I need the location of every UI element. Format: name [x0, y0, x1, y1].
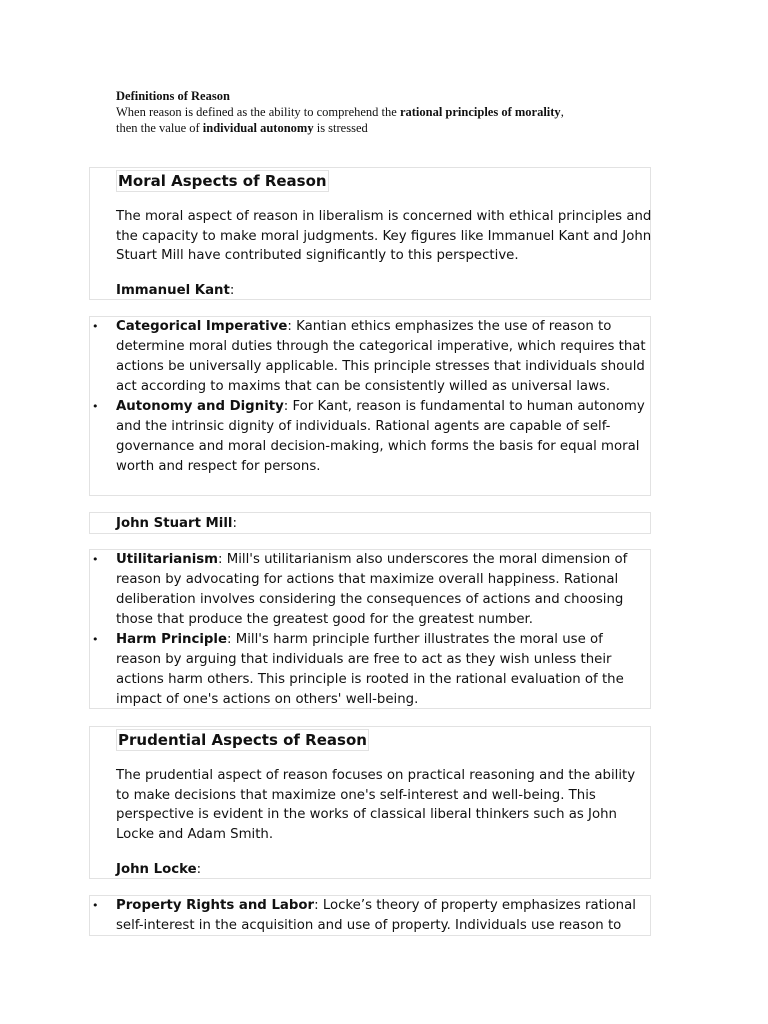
- kant-colon: :: [229, 283, 235, 298]
- definitions-line-1-text: When reason is defined as the ability to comprehend the: [116, 105, 400, 119]
- kant-list-box: [89, 316, 651, 496]
- definitions-line-1: [116, 104, 676, 120]
- locke-label: John Locke: [116, 862, 197, 877]
- definitions-line-1-end: ,: [560, 105, 564, 119]
- list-item: [92, 896, 652, 936]
- kant-list: [92, 317, 652, 477]
- bullet-icon: •: [92, 633, 99, 646]
- list-item-term: Utilitarianism: [116, 552, 219, 567]
- definitions-line-1-bold: rational principles of morality: [399, 105, 561, 119]
- mill-subheading: [116, 514, 652, 533]
- moral-heading: Moral Aspects of Reason: [118, 172, 327, 190]
- prudential-intro-paragraph: The prudential aspect of reason focuses on practical reasoning and the ability to make decisions that maximize one's self-interest and well-being. This perspective is evident in the works of classical liberal thinkers such as John Locke and Adam Smith.: [116, 768, 636, 842]
- definitions-line-2-bold: individual autonomy: [202, 121, 314, 135]
- list-item-term: Harm Principle: [116, 632, 228, 647]
- list-item-text: : Kantian ethics emphasizes the use of reason to determine moral duties through the categorical imperative, which requires that actions be universally applicable. This principle stresses that individuals should act according to maxims that can be consistently willed as universal laws.: [116, 319, 646, 394]
- prudential-intro-box: [89, 726, 651, 879]
- list-item-text: : Mill's utilitarianism also underscores the moral dimension of reason by advocating for actions that maximize overall happiness. Rational deliberation involves considering the consequences of actions and choosing those that produce the greatest good for the greatest number.: [116, 552, 628, 627]
- mill-label: John Stuart Mill: [116, 516, 233, 531]
- list-item-text: : For Kant, reason is fundamental to human autonomy and the intrinsic dignity of individuals. Rational agents are capable of self-governance and moral decision-making, which forms the basis for equal moral worth and respect for persons.: [116, 399, 645, 474]
- list-item-term: Autonomy and Dignity: [116, 399, 284, 414]
- list-item-term: Property Rights and Labor: [116, 898, 315, 913]
- definitions-line-2: [116, 120, 676, 136]
- locke-list: [92, 896, 652, 936]
- mill-list-box: [89, 549, 651, 709]
- bullet-icon: •: [92, 553, 99, 566]
- list-item: [92, 630, 652, 710]
- list-item-text: : Mill's harm principle further illustrates the moral use of reason by arguing that individuals are free to act as they wish unless their actions harm others. This principle is rooted in the rational evaluation of the impact of one's actions on others' well-being.: [116, 632, 624, 707]
- list-item: [92, 397, 652, 477]
- list-item-text: : Locke’s theory of property emphasizes rational self-interest in the acquisition and use of property. Individuals use reason to: [116, 898, 636, 933]
- bullet-icon: •: [92, 320, 99, 333]
- definitions-line-2-end: is stressed: [313, 121, 368, 135]
- kant-subheading: [116, 281, 652, 300]
- definitions-line-2-text: then the value of: [116, 121, 203, 135]
- list-item: [92, 550, 652, 630]
- locke-subheading: [116, 860, 652, 879]
- prudential-heading: Prudential Aspects of Reason: [118, 731, 367, 749]
- locke-colon: :: [196, 862, 202, 877]
- mill-list: [92, 550, 652, 710]
- bullet-icon: •: [92, 400, 99, 413]
- moral-intro-box: [89, 167, 651, 300]
- definitions-block: [116, 88, 676, 136]
- moral-intro-paragraph: The moral aspect of reason in liberalism is concerned with ethical principles and the capacity to make moral judgments. Key figures like Immanuel Kant and John Stuart Mill have contributed significantly to this perspective.: [116, 209, 652, 263]
- kant-label: Immanuel Kant: [116, 283, 230, 298]
- mill-subheading-box: [89, 512, 651, 534]
- definitions-title: Definitions of Reason: [116, 89, 230, 103]
- locke-list-box: [89, 895, 651, 936]
- list-item-term: Categorical Imperative: [116, 319, 288, 334]
- mill-colon: :: [232, 516, 237, 531]
- bullet-icon: •: [92, 899, 99, 912]
- list-item: [92, 317, 652, 397]
